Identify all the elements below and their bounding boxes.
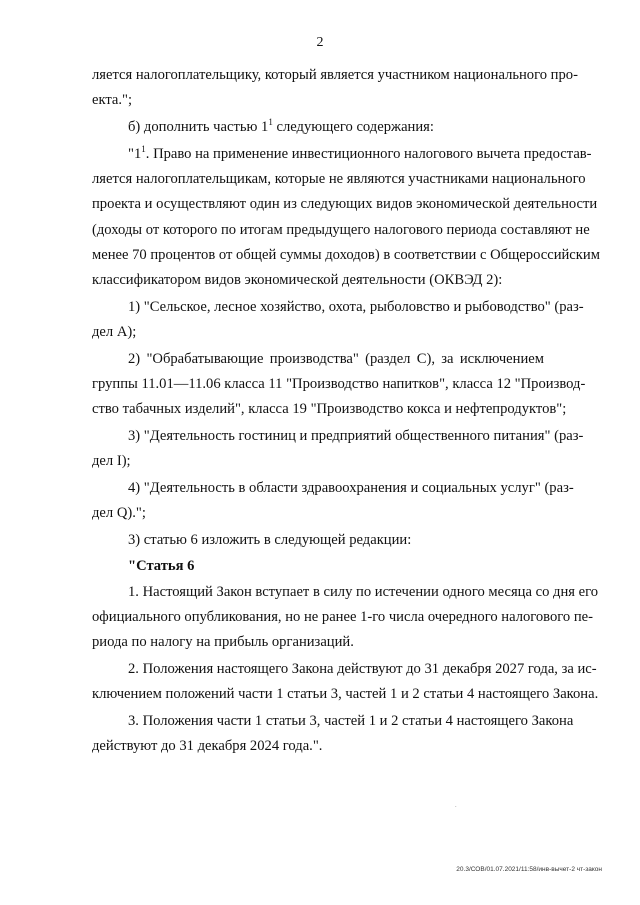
text-fragment: б) дополнить частью 1 xyxy=(128,119,269,135)
text-line: (доходы от которого по итогам предыдущего налогового периода составляют не xyxy=(92,222,590,238)
text-line: 3. Положения части 1 статьи 3, частей 1 и 2 статьи 4 настоящего Закона xyxy=(128,713,574,729)
text-line: 4) "Деятельность в области здравоохранения и социальных услуг" (раз- xyxy=(128,480,574,496)
text-line: 1) "Сельское, лесное хозяйство, охота, рыболовство и рыбоводство" (раз- xyxy=(128,299,584,315)
article-heading: "Статья 6 xyxy=(128,558,195,574)
text-line: 1. Настоящий Закон вступает в силу по истечении одного месяца со дня его xyxy=(128,584,599,600)
text-line: риода по налогу на прибыль организаций. xyxy=(92,634,354,650)
text-line: ство табачных изделий", класса 19 "Производство кокса и нефтепродуктов"; xyxy=(92,401,567,417)
text-line: 3) статью 6 изложить в следующей редакции: xyxy=(128,532,412,548)
text-line xyxy=(92,144,592,163)
text-line: официального опубликования, но не ранее 1-го числа очередного налогового пе- xyxy=(92,609,593,625)
text-line: дел Q)."; xyxy=(92,505,146,521)
text-line: 2. Положения настоящего Закона действуют до 31 декабря 2027 года, за ис- xyxy=(128,661,597,677)
text-line: классификатором видов экономической деятельности (ОКВЭД 2): xyxy=(92,272,503,288)
text-line: ляется налогоплательщику, который является участником национального про- xyxy=(92,67,578,83)
text-line: дел А); xyxy=(92,324,137,340)
text-fragment: "1 xyxy=(128,146,142,162)
stray-mark: . xyxy=(455,803,457,809)
text-line: ляется налогоплательщикам, которые не являются участниками национального xyxy=(92,171,586,187)
superscript: 1 xyxy=(141,144,146,154)
text-line: екта."; xyxy=(92,92,133,108)
superscript: 1 xyxy=(268,117,273,127)
text-line: дел I); xyxy=(92,453,131,469)
text-line: 3) "Деятельность гостиниц и предприятий общественного питания" (раз- xyxy=(128,428,584,444)
text-fragment: . Право на применение инвестиционного налогового вычета предостав- xyxy=(145,146,592,162)
document-footer: 20.3/СОВ/01.07.2021/11:58/инв-вычет-2 чт-закон xyxy=(456,866,602,873)
text-line: 2) "Обрабатывающие производства" (раздел С), за исключением xyxy=(128,351,544,367)
text-line: проекта и осуществляют один из следующих видов экономической деятельности xyxy=(92,196,598,212)
text-line: менее 70 процентов от общей суммы доходов) в соответствии с Общероссийским xyxy=(92,247,600,263)
text-fragment: следующего содержания: xyxy=(272,119,434,135)
text-line xyxy=(92,118,544,136)
text-line: группы 11.01—11.06 класса 11 "Производство напитков", класса 12 "Производ- xyxy=(92,376,586,392)
text-line: ключением положений части 1 статьи 3, частей 1 и 2 статьи 4 настоящего Закона. xyxy=(92,686,599,702)
page-number: 2 xyxy=(316,35,324,50)
text-line: действуют до 31 декабря 2024 года.". xyxy=(92,738,323,754)
